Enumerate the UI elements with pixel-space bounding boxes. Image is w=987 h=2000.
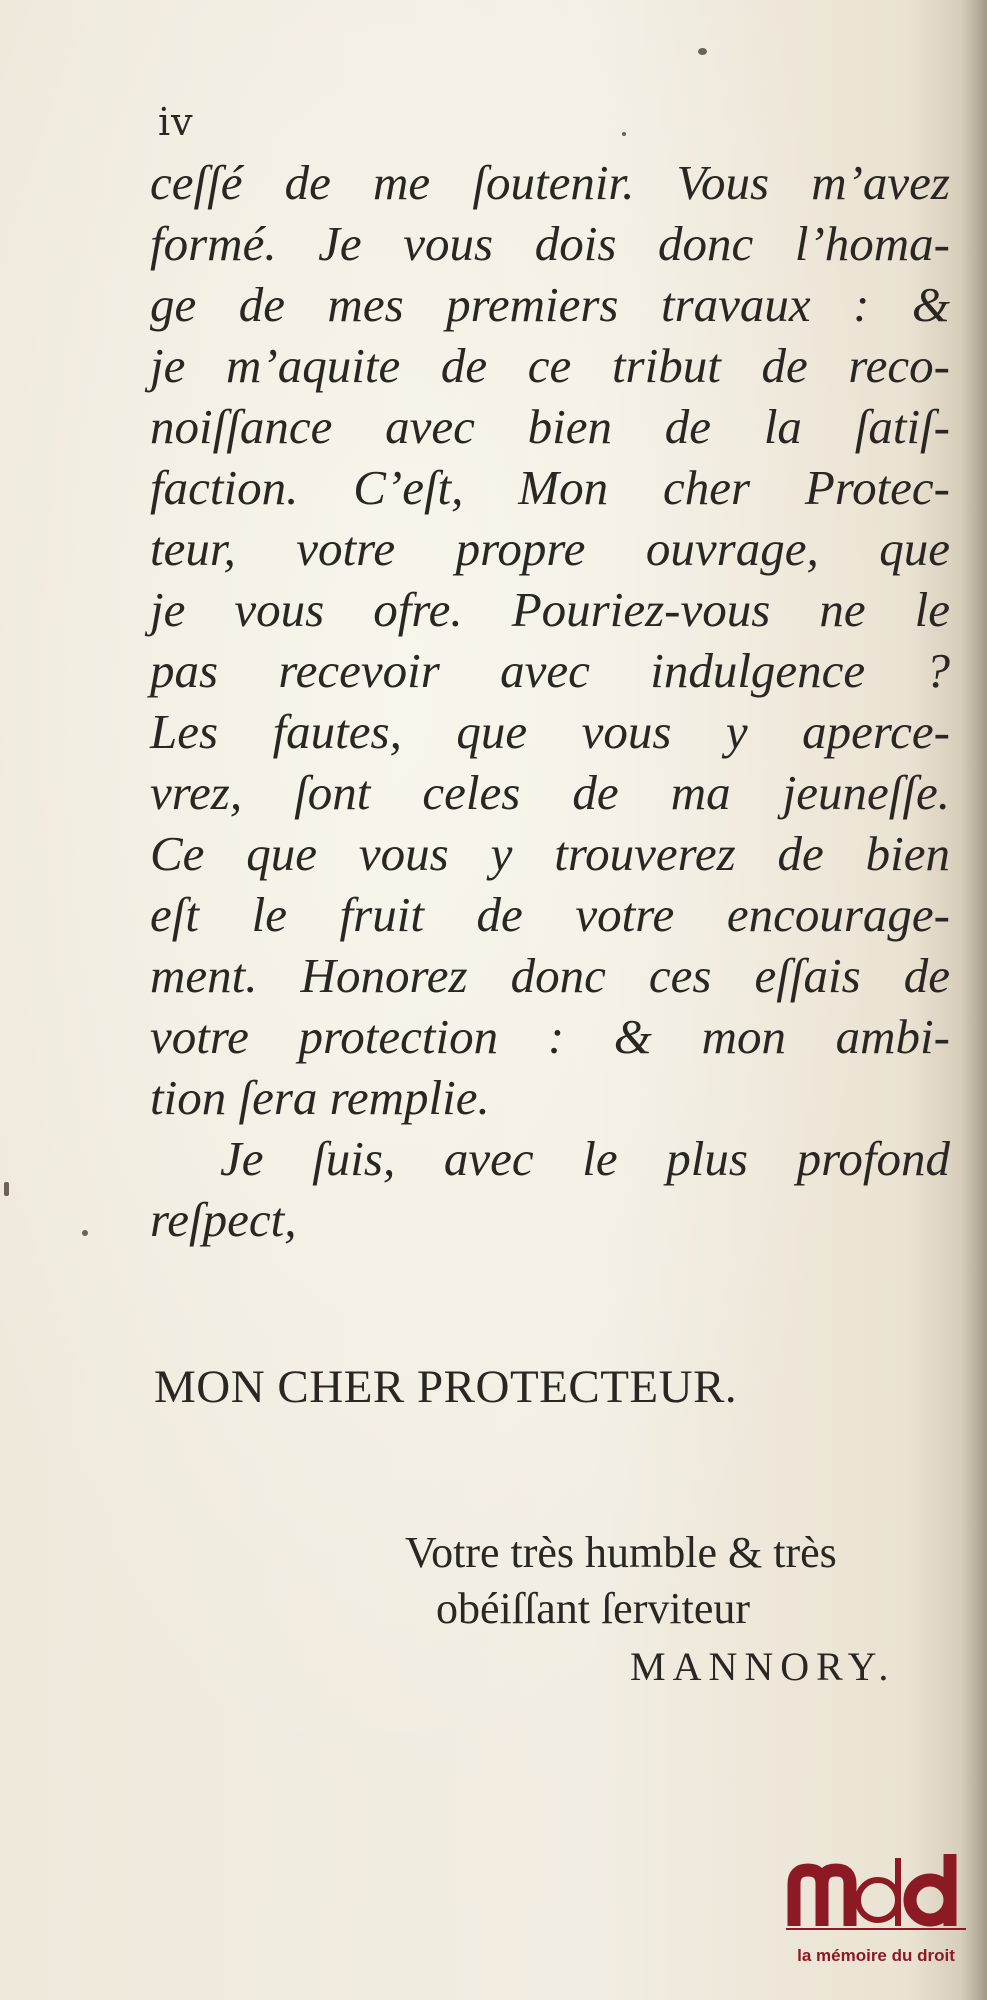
body-line: pas recevoir avec indulgence ?	[150, 643, 950, 698]
body-line: vrez, ſont celes de ma jeuneſſe.	[150, 765, 950, 820]
body-line: formé. Je vous dois donc l’homa-	[150, 216, 950, 271]
paper-speck	[4, 1182, 9, 1196]
salutation: MON CHER PROTECTEUR.	[154, 1361, 738, 1413]
body-line: votre protection : & mon ambi-	[150, 1009, 950, 1064]
signature-block	[400, 1525, 940, 1695]
paper-speck	[698, 48, 707, 55]
mdd-logo	[786, 1850, 966, 1975]
author-name: MANNORY.	[630, 1644, 896, 1689]
mdd-logo-caption: la mémoire du droit	[797, 1946, 955, 1965]
body-line: noiſſance avec bien de la ſatiſ-	[150, 399, 950, 454]
page-number: iv	[158, 100, 194, 144]
body-line: ment. Honorez donc ces eſſais de	[150, 948, 950, 1003]
paper-speck	[622, 132, 626, 136]
body-line: tion ſera remplie.	[150, 1070, 490, 1125]
body-line: reſpect,	[150, 1192, 297, 1247]
closing-line: Votre très humble & très	[405, 1528, 837, 1577]
body-line: Ce que vous y trouverez de bien	[150, 826, 950, 881]
body-line: eſt le fruit de votre encourage-	[150, 887, 950, 942]
closing-line: obéiſſant ſerviteur	[436, 1584, 750, 1633]
body-line: faction. C’eſt, Mon cher Protec-	[150, 460, 950, 515]
body-line: ceſſé de me ſoutenir. Vous m’avez	[150, 155, 950, 210]
body-line: Je ſuis, avec le plus profond	[220, 1131, 950, 1186]
page-gutter-shadow	[961, 0, 987, 2000]
body-line: ge de mes premiers travaux : &	[150, 277, 950, 332]
mdd-logo-mark	[786, 1850, 966, 1930]
body-line: teur, votre propre ouvrage, que	[150, 521, 950, 576]
dedication-body	[150, 152, 950, 1250]
body-line: je m’aquite de ce tribut de reco-	[150, 338, 950, 393]
paper-speck	[82, 1230, 88, 1236]
body-line: je vous ofre. Pouriez-vous ne le	[150, 582, 950, 637]
body-line: Les fautes, que vous y aperce-	[150, 704, 950, 759]
